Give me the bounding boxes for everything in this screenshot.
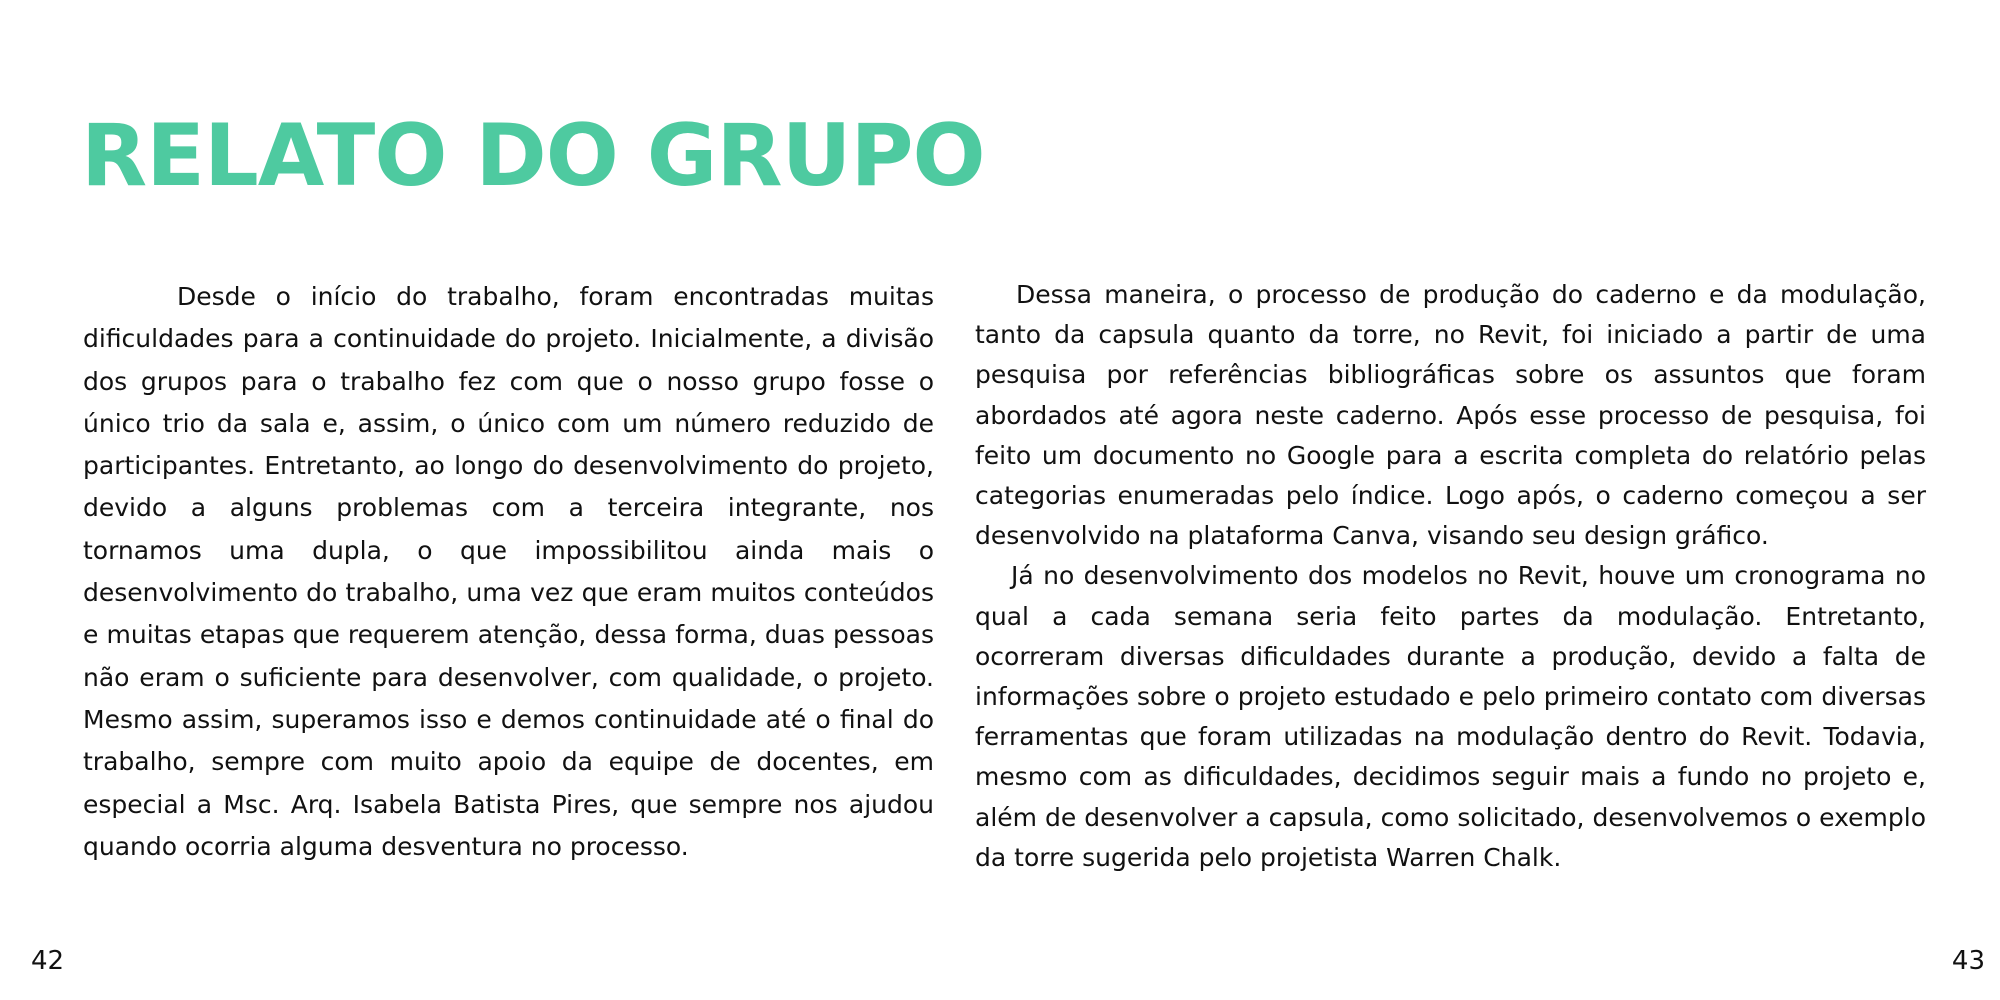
left-column — [83, 276, 934, 868]
left-page-number: 42 — [31, 946, 65, 976]
right-column — [975, 275, 1926, 878]
left-paragraph-1: Desde o início do trabalho, foram encontradas muitas dificuldades para a continuidade do projeto. Inicialmente, a divisão dos grupos para o trabalho fez com que o nosso grupo fosse o único trio da sala e, assim, o único com um número reduzido de participantes. Entretanto, ao longo do desenvolvimento do projeto, devido a alguns problemas com a terceira integrante, nos tornamos uma dupla, o que impossibilitou ainda mais o desenvolvimento do trabalho, uma vez que eram muitos conteúdos e muitas etapas que requerem atenção, dessa forma, duas pessoas não eram o suficiente para desenvolver, com qualidade, o projeto. Mesmo assim, superamos isso e demos continuidade até o final do trabalho, sempre com muito apoio da equipe de docentes, em especial a Msc. Arq. Isabela Batista Pires, que sempre nos ajudou quando ocorria alguma desventura no processo. — [83, 282, 934, 861]
right-page-number: 43 — [1951, 946, 1985, 976]
right-paragraph-1: Dessa maneira, o processo de produção do caderno e da modulação, tanto da capsula quanto da torre, no Revit, foi iniciado a partir de uma pesquisa por referências bibliográficas sobre os assuntos que foram abordados até agora neste caderno. Após esse processo de pesquisa, foi feito um documento no Google para a escrita completa do relatório pelas categorias enumeradas pelo índice. Logo após, o caderno começou a ser desenvolvido na plataforma Canva, visando seu design gráfico. — [975, 280, 1926, 551]
page-title: RELATO DO GRUPO — [81, 106, 985, 206]
right-paragraph-2: Já no desenvolvimento dos modelos no Revit, houve um cronograma no qual a cada semana seria feito partes da modulação. Entretanto, ocorreram diversas dificuldades durante a produção, devido a falta de informações sobre o projeto estudado e pelo primeiro contato com diversas ferramentas que foram utilizadas na modulação dentro do Revit. Todavia, mesmo com as dificuldades, decidimos seguir mais a fundo no projeto e, além de desenvolver a capsula, como solicitado, desenvolvemos o exemplo da torre sugerida pelo projetista Warren Chalk. — [975, 561, 1926, 872]
